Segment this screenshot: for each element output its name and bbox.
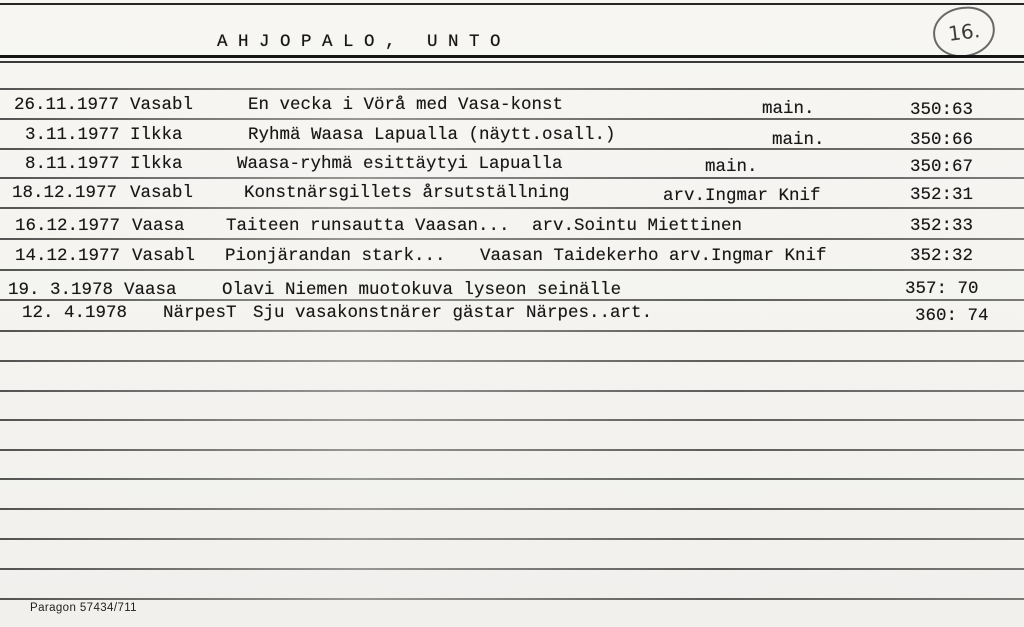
- card-row: [0, 245, 1024, 267]
- ref-cell: 350:66: [910, 130, 974, 150]
- date-cell: 14.12.1977: [15, 246, 121, 266]
- attribution-cell: Vaasan Taidekerho arv.Ingmar Knif: [480, 246, 827, 266]
- footer-brand: Paragon 57434/711: [30, 602, 137, 614]
- source-cell: Vaasa: [124, 280, 177, 300]
- ref-cell: 350:67: [910, 157, 974, 177]
- source-cell: Vasabl: [130, 183, 194, 203]
- attribution-cell: arv.Ingmar Knif: [663, 186, 821, 206]
- handwritten-page-number: 16.: [930, 3, 998, 60]
- ruled-line: [0, 330, 1024, 332]
- ruled-line: [0, 449, 1024, 451]
- ruled-line: [0, 478, 1024, 480]
- card-row: [0, 302, 1024, 324]
- header-rule-thick: [0, 55, 1024, 58]
- ruled-line: [0, 269, 1024, 271]
- source-cell: Ilkka: [130, 154, 183, 174]
- attribution-cell: arv.Sointu Miettinen: [532, 216, 743, 236]
- ruled-line: [0, 207, 1024, 209]
- title-cell: Pionjärandan stark...: [225, 246, 446, 266]
- card-row: [0, 153, 1024, 175]
- card-row: [0, 124, 1024, 150]
- ruled-line: [0, 508, 1024, 510]
- ruled-line: [0, 568, 1024, 570]
- attribution-cell: main.: [772, 130, 825, 150]
- source-cell: Ilkka: [130, 125, 183, 145]
- ruled-line: [0, 238, 1024, 240]
- title-cell: Ryhmä Waasa Lapualla (näytt.osall.): [248, 125, 616, 145]
- title-cell: Olavi Niemen muotokuva lyseon seinälle: [222, 280, 622, 300]
- date-cell: 12. 4.1978: [22, 303, 128, 323]
- date-cell: 19. 3.1978: [8, 280, 114, 300]
- header-rule-thin: [0, 61, 1024, 63]
- title-cell: Taiteen runsautta Vaasan...: [226, 216, 510, 236]
- ref-cell: 352:33: [910, 216, 974, 236]
- ruled-line: [0, 419, 1024, 421]
- ref-cell: 352:32: [910, 246, 974, 266]
- ruled-line: [0, 598, 1024, 600]
- source-cell: Vasabl: [132, 246, 196, 266]
- ref-cell: 350:63: [910, 100, 974, 120]
- ref-cell: 360: 74: [915, 306, 989, 326]
- source-cell: NärpesT: [163, 303, 237, 323]
- date-cell: 3.11.1977: [25, 125, 120, 145]
- title-cell: En vecka i Vörå med Vasa-konst: [248, 95, 564, 115]
- attribution-cell: main.: [705, 157, 758, 177]
- card-top-edge: [0, 3, 1024, 5]
- card-row: [0, 94, 1024, 120]
- ruled-line: [0, 118, 1024, 120]
- ref-cell: 352:31: [910, 185, 974, 205]
- card-row: [0, 182, 1024, 204]
- ruled-line: [0, 390, 1024, 392]
- ruled-line: [0, 360, 1024, 362]
- card-row: [0, 279, 1024, 301]
- date-cell: 16.12.1977: [15, 216, 121, 236]
- ruled-line: [0, 88, 1024, 90]
- title-cell: Sju vasakonstnärer gästar Närpes..art.: [253, 303, 653, 323]
- date-cell: 26.11.1977: [14, 95, 120, 115]
- ruled-line: [0, 538, 1024, 540]
- ruled-line: [0, 177, 1024, 179]
- ruled-line: [0, 148, 1024, 150]
- title-cell: Konstnärsgillets årsutställning: [244, 183, 570, 203]
- page-title: AHJOPALO, UNTO: [217, 32, 512, 52]
- title-cell: Waasa-ryhmä esittäytyi Lapualla: [237, 154, 563, 174]
- date-cell: 18.12.1977: [12, 183, 118, 203]
- date-cell: 8.11.1977: [25, 154, 120, 174]
- source-cell: Vasabl: [130, 95, 194, 115]
- ref-cell: 357: 70: [905, 279, 979, 299]
- card-row: [0, 215, 1024, 237]
- attribution-cell: main.: [762, 99, 815, 119]
- source-cell: Vaasa: [132, 216, 185, 236]
